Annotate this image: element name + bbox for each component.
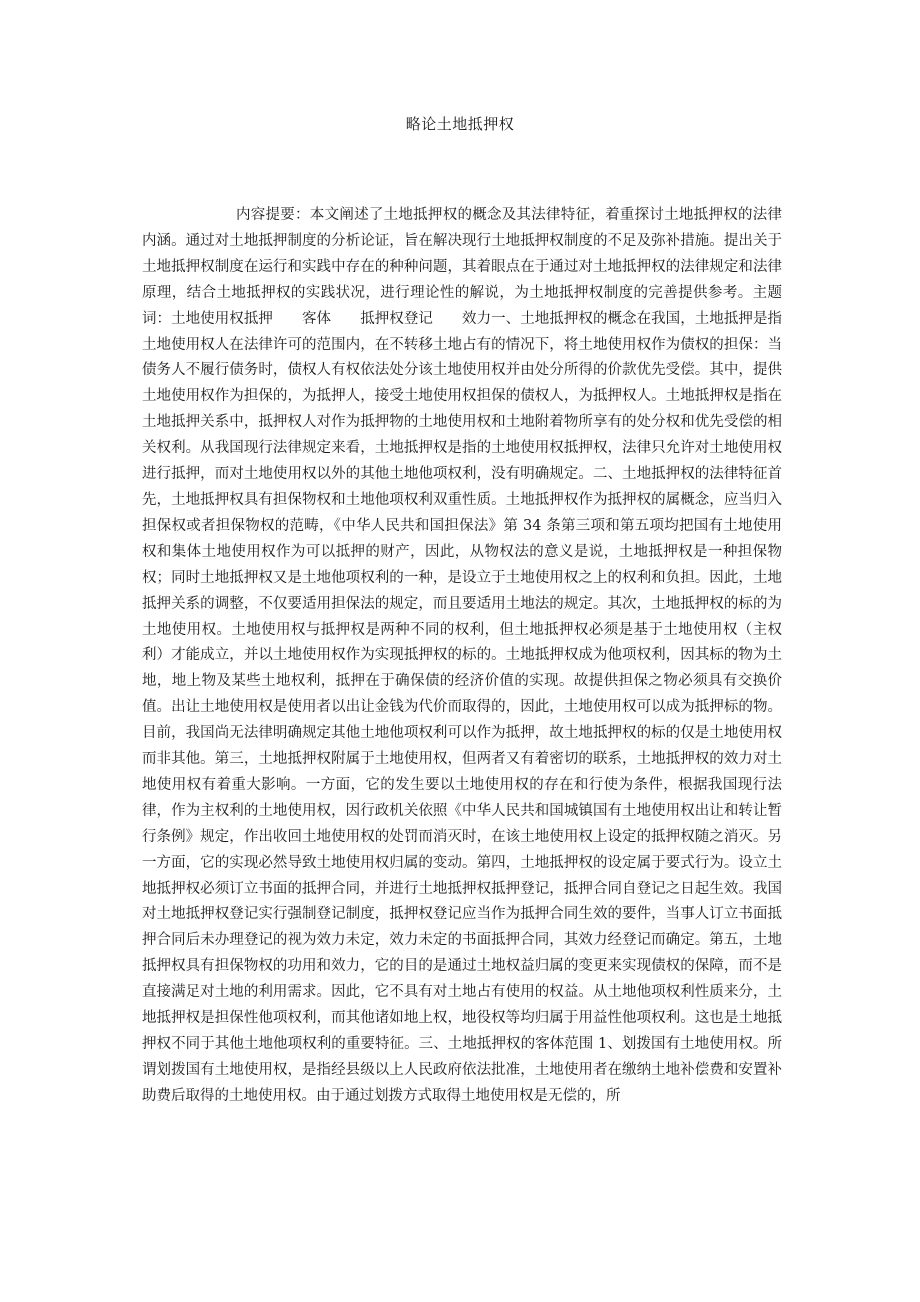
document-body-paragraph: 内容提要：本文阐述了土地抵押权的概念及其法律特征，着重探讨土地抵押权的法律内涵。通过对土地抵押制度的分析论证，旨在解决现行土地抵押权制度的不足及弥补措施。提出关于土地抵押权制度在运行和实践中存在的种种问题，其着眼点在于通过对土地抵押权的法律规定和法律原理，结合土地抵押权的实践状况，进行理论性的解说，为土地抵押权制度的完善提供参考。主题词：土地使用权抵押 客体 抵押权登记 效力一、土地抵押权的概念在我国，土地抵押是指土地使用权人在法律许可的范围内，在不转移土地占有的情况下，将土地使用权作为债权的担保：当债务人不履行债务时，债权人有权依法处分该土地使用权并由处分所得的价款优先受偿。其中，提供土地使用权作为担保的，为抵押人，接受土地使用权担保的债权人，为抵押权人。土地抵押权是指在土地抵押关系中，抵押权人对作为抵押物的土地使用权和土地附着物所享有的处分权和优先受偿的相关权利。从我国现行法律规定来看，土地抵押权是指的土地使用权抵押权，法律只允许对土地使用权进行抵押，而对土地使用权以外的其他土地他项权利，没有明确规定。二、土地抵押权的法律特征首先，土地抵押权具有担保物权和土地他项权利双重性质。土地抵押权作为抵押权的属概念，应当归入担保权或者担保物权的范畴，《中华人民共和国担保法》第 34 条第三项和第五项均把国有土地使用权和集体土地使用权作为可以抵押的财产，因此，从物权法的意义是说，土地抵押权是一种担保物权；同时土地抵押权又是土地他项权利的一种，是设立于土地使用权之上的权利和负担。因此，土地抵押关系的调整，不仅要适用担保法的规定，而且要适用土地法的规定。其次，土地抵押权的标的为土地使用权。土地使用权与抵押权是两种不同的权利，但土地抵押权必须是基于土地使用权（主权利）才能成立，并以土地使用权作为实现抵押权的标的。土地抵押权成为他项权利，因其标的物为土地，地上物及某些土地权利，抵押在于确保债的经济价值的实现。故提供担保之物必须具有交换价值。出让土地使用权是使用者以出让金钱为代价而取得的，因此，土地使用权可以成为抵押标的物。目前，我国尚无法律明确规定其他土地他项权利可以作为抵押，故土地抵押权的标的仅是土地使用权而非其他。第三，土地抵押权附属于土地使用权，但两者又有着密切的联系，土地抵押权的效力对土地使用权有着重大影响。一方面，它的发生要以土地使用权的存在和行使为条件，根据我国现行法律，作为主权利的土地使用权，因行政机关依照《中华人民共和国城镇国有土地使用权出让和转让暂行条例》规定，作出收回土地使用权的处罚而消灭时，在该土地使用权上设定的抵押权随之消灭。另一方面，它的实现必然导致土地使用权归属的变动。第四，土地抵押权的设定属于要式行为。设立土地抵押权必须订立书面的抵押合同，并进行土地抵押权抵押登记，抵押合同自登记之日起生效。我国对土地抵押权登记实行强制登记制度，抵押权登记应当作为抵押合同生效的要件，当事人订立书面抵押合同后未办理登记的视为效力未定，效力未定的书面抵押合同，其效力经登记而确定。第五，土地抵押权具有担保物权的功用和效力，它的目的是通过土地权益归属的变更来实现债权的保障，而不是直接满足对土地的利用需求。因此，它不具有对土地占有使用的权益。从土地他项权利性质来分，土地抵押权是担保性他项权利，而其他诸如地上权，地役权等均归属于用益性他项权利。这也是土地抵押权不同于其他土地他项权利的重要特征。三、土地抵押权的客体范围 1、划拨国有土地使用权。所谓划拨国有土地使用权，是指经县级以上人民政府依法批准，土地使用者在缴纳土地补偿费和安置补助费后取得的土地使用权。由于通过划拨方式取得土地使用权是无偿的，所 bbox=[142, 207, 782, 1104]
document-title: 略论土地抵押权 bbox=[405, 115, 515, 133]
